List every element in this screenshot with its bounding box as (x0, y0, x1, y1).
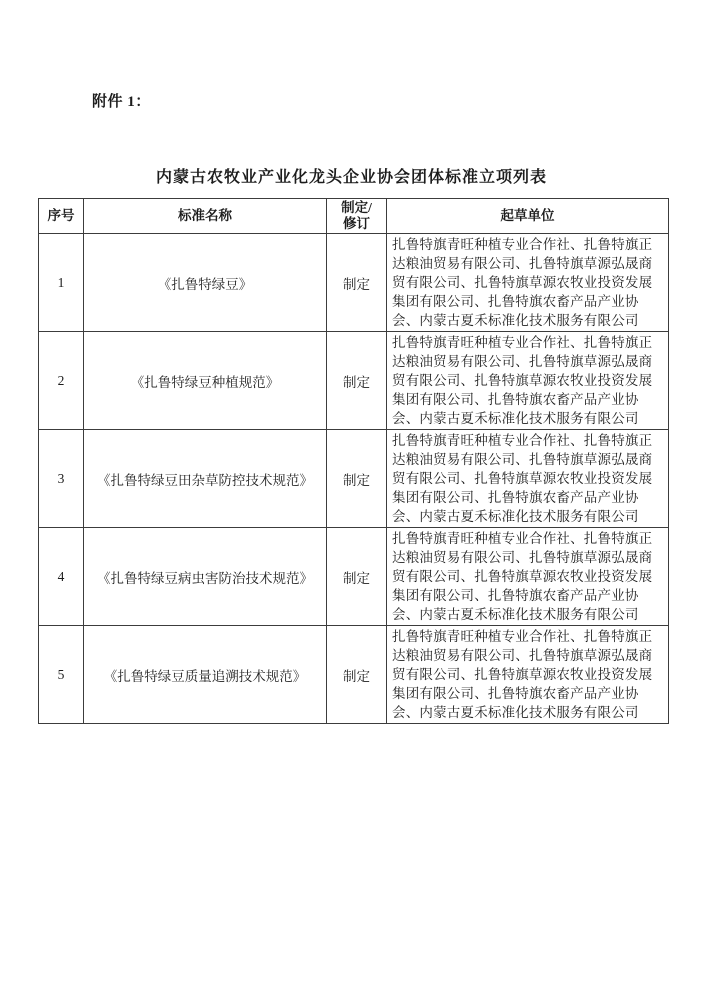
table-row (39, 528, 669, 626)
cell-standard-name: 《扎鲁特绿豆》 (84, 234, 327, 332)
cell-standard-name: 《扎鲁特绿豆病虫害防治技术规范》 (84, 528, 327, 626)
cell-drafters: 扎鲁特旗青旺种植专业合作社、扎鲁特旗正达粮油贸易有限公司、扎鲁特旗草源弘晟商贸有限公司、扎鲁特旗草源农牧业投资发展集团有限公司、扎鲁特旗农畜产品产业协会、内蒙古夏禾标准化技术服务有限公司 (387, 626, 669, 724)
cell-standard-name: 《扎鲁特绿豆质量追溯技术规范》 (84, 626, 327, 724)
cell-drafters: 扎鲁特旗青旺种植专业合作社、扎鲁特旗正达粮油贸易有限公司、扎鲁特旗草源弘晟商贸有限公司、扎鲁特旗草源农牧业投资发展集团有限公司、扎鲁特旗农畜产品产业协会、内蒙古夏禾标准化技术服务有限公司 (387, 332, 669, 430)
document-title: 内蒙古农牧业产业化龙头企业协会团体标准立项列表 (155, 169, 547, 186)
attachment-label: 附件 1： (92, 94, 151, 110)
cell-action: 制定 (327, 234, 387, 332)
cell-action: 制定 (327, 332, 387, 430)
table-row (39, 626, 669, 724)
cell-index: 1 (39, 234, 84, 332)
table-row (39, 332, 669, 430)
cell-action: 制定 (327, 430, 387, 528)
cell-drafters: 扎鲁特旗青旺种植专业合作社、扎鲁特旗正达粮油贸易有限公司、扎鲁特旗草源弘晟商贸有限公司、扎鲁特旗草源农牧业投资发展集团有限公司、扎鲁特旗农畜产品产业协会、内蒙古夏禾标准化技术服务有限公司 (387, 430, 669, 528)
cell-action: 制定 (327, 626, 387, 724)
cell-index: 3 (39, 430, 84, 528)
header-cell-standard-name: 标准名称 (84, 199, 327, 234)
standards-table (38, 198, 669, 724)
cell-standard-name: 《扎鲁特绿豆田杂草防控技术规范》 (84, 430, 327, 528)
header-cell-action (327, 199, 387, 234)
cell-index: 4 (39, 528, 84, 626)
table-row (39, 430, 669, 528)
cell-index: 2 (39, 332, 84, 430)
table-row (39, 234, 669, 332)
cell-index: 5 (39, 626, 84, 724)
header-action-line2: 修订 (343, 216, 370, 231)
cell-action: 制定 (327, 528, 387, 626)
header-cell-drafters: 起草单位 (387, 199, 669, 234)
cell-drafters: 扎鲁特旗青旺种植专业合作社、扎鲁特旗正达粮油贸易有限公司、扎鲁特旗草源弘晟商贸有限公司、扎鲁特旗草源农牧业投资发展集团有限公司、扎鲁特旗农畜产品产业协会、内蒙古夏禾标准化技术服务有限公司 (387, 234, 669, 332)
cell-standard-name: 《扎鲁特绿豆种植规范》 (84, 332, 327, 430)
header-cell-index: 序号 (39, 199, 84, 234)
cell-drafters: 扎鲁特旗青旺种植专业合作社、扎鲁特旗正达粮油贸易有限公司、扎鲁特旗草源弘晟商贸有限公司、扎鲁特旗草源农牧业投资发展集团有限公司、扎鲁特旗农畜产品产业协会、内蒙古夏禾标准化技术服务有限公司 (387, 528, 669, 626)
table-header-row (39, 199, 669, 234)
header-action-line1: 制定/ (341, 200, 372, 215)
